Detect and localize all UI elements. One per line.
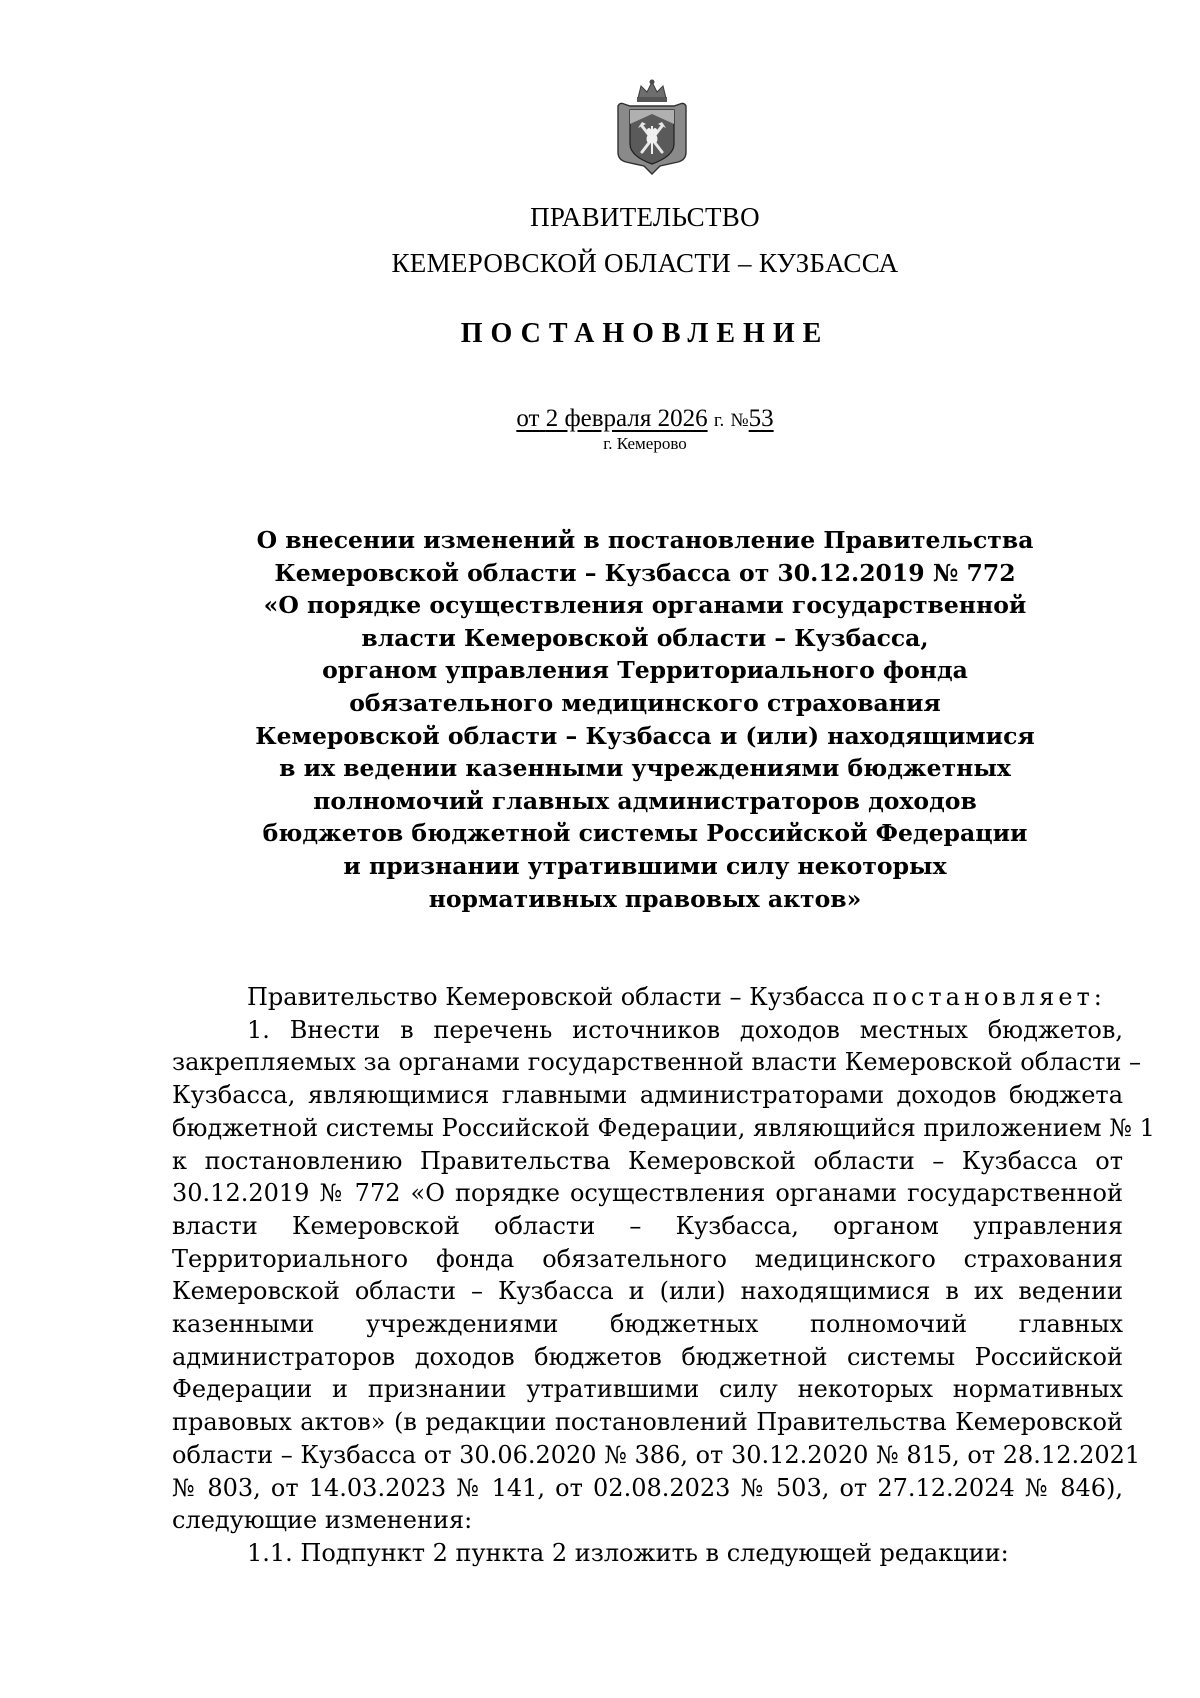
title-line: Кемеровской области – Кузбасса и (или) находящимися bbox=[255, 721, 1035, 750]
paragraph-line: правовых актов» (в редакции постановлений Правительства Кемеровской bbox=[172, 1408, 1123, 1437]
government-title-line2: КЕМЕРОВСКОЙ ОБЛАСТИ – КУЗБАССА bbox=[391, 248, 899, 278]
paragraph-line: № 803, от 14.03.2023 № 141, от 02.08.2023 № 503, от 27.12.2024 № 846), bbox=[172, 1473, 1123, 1502]
paragraph-line: 1. Внести в перечень источников доходов местных бюджетов, bbox=[247, 1015, 1123, 1044]
title-line: органом управления Территориального фонда bbox=[322, 656, 968, 685]
title-line: полномочий главных администраторов доходов bbox=[313, 786, 977, 815]
intro-resolves: постановляет: bbox=[872, 983, 1106, 1011]
date-prefix: от bbox=[516, 405, 540, 432]
title-line: бюджетов бюджетной системы Российской Федерации bbox=[262, 819, 1028, 848]
intro-text: Правительство Кемеровской области – Кузбасса bbox=[247, 983, 865, 1011]
government-title-line1: ПРАВИТЕЛЬСТВО bbox=[530, 202, 760, 232]
number-sign: № bbox=[730, 410, 749, 431]
date-field bbox=[516, 405, 707, 432]
title-line: и признании утратившими силу некоторых bbox=[343, 851, 947, 880]
title-line: в их ведении казенными учреждениями бюджетных bbox=[279, 754, 1011, 783]
paragraph-line: Кузбасса, являющимися главными администраторами доходов бюджета bbox=[172, 1081, 1123, 1110]
paragraph-line: бюджетной системы Российской Федерации, являющийся приложением № 1 bbox=[172, 1113, 1155, 1142]
item-1-paragraph bbox=[172, 1014, 1155, 1537]
title-line: Кемеровской области – Кузбасса от 30.12.2019 № 772 bbox=[274, 558, 1016, 587]
subitem-1-1: 1.1. Подпункт 2 пункта 2 изложить в следующей редакции: bbox=[247, 1538, 1009, 1567]
year-suffix: г. bbox=[713, 410, 725, 431]
document-number: 53 bbox=[748, 405, 774, 432]
title-line: власти Кемеровской области – Кузбасса, bbox=[361, 623, 929, 652]
document-title bbox=[245, 524, 1045, 915]
city-name: г. Кемерово bbox=[603, 434, 687, 453]
title-line: О внесении изменений в постановление Правительства bbox=[256, 526, 1034, 554]
date-number-line bbox=[0, 405, 1200, 433]
paragraph-line: закрепляемых за органами государственной власти Кемеровской области – bbox=[172, 1048, 1142, 1077]
intro-paragraph bbox=[172, 981, 1123, 1014]
document-type: ПОСТАНОВЛЕНИЕ bbox=[460, 318, 830, 349]
title-line: нормативных правовых актов» bbox=[428, 884, 862, 913]
paragraph-line: области – Кузбасса от 30.06.2020 № 386, от 30.12.2020 № 815, от 28.12.2021 bbox=[172, 1440, 1141, 1469]
paragraph-line: казенными учреждениями бюджетных полномочий главных bbox=[172, 1310, 1123, 1339]
paragraph-line: Кемеровской области – Кузбасса и (или) находящимися в их ведении bbox=[172, 1277, 1123, 1306]
paragraph-line: следующие изменения: bbox=[172, 1506, 473, 1535]
paragraph-line: администраторов доходов бюджетов бюджетной системы Российской bbox=[172, 1342, 1123, 1371]
coat-of-arms-icon bbox=[614, 78, 690, 176]
title-line: «О порядке осуществления органами государственной bbox=[263, 591, 1027, 620]
paragraph-line: власти Кемеровской области – Кузбасса, органом управления bbox=[172, 1211, 1123, 1240]
paragraph-line: к постановлению Правительства Кемеровской области – Кузбасса от bbox=[172, 1146, 1123, 1175]
paragraph-line: 30.12.2019 № 772 «О порядке осуществления органами государственной bbox=[172, 1179, 1123, 1208]
title-line: обязательного медицинского страхования bbox=[349, 688, 941, 717]
document-date: 2 февраля 2026 bbox=[545, 405, 708, 432]
paragraph-line: Территориального фонда обязательного медицинского страхования bbox=[172, 1244, 1123, 1273]
paragraph-line: Федерации и признании утратившими силу некоторых нормативных bbox=[172, 1375, 1123, 1404]
document-body bbox=[172, 981, 1155, 1570]
